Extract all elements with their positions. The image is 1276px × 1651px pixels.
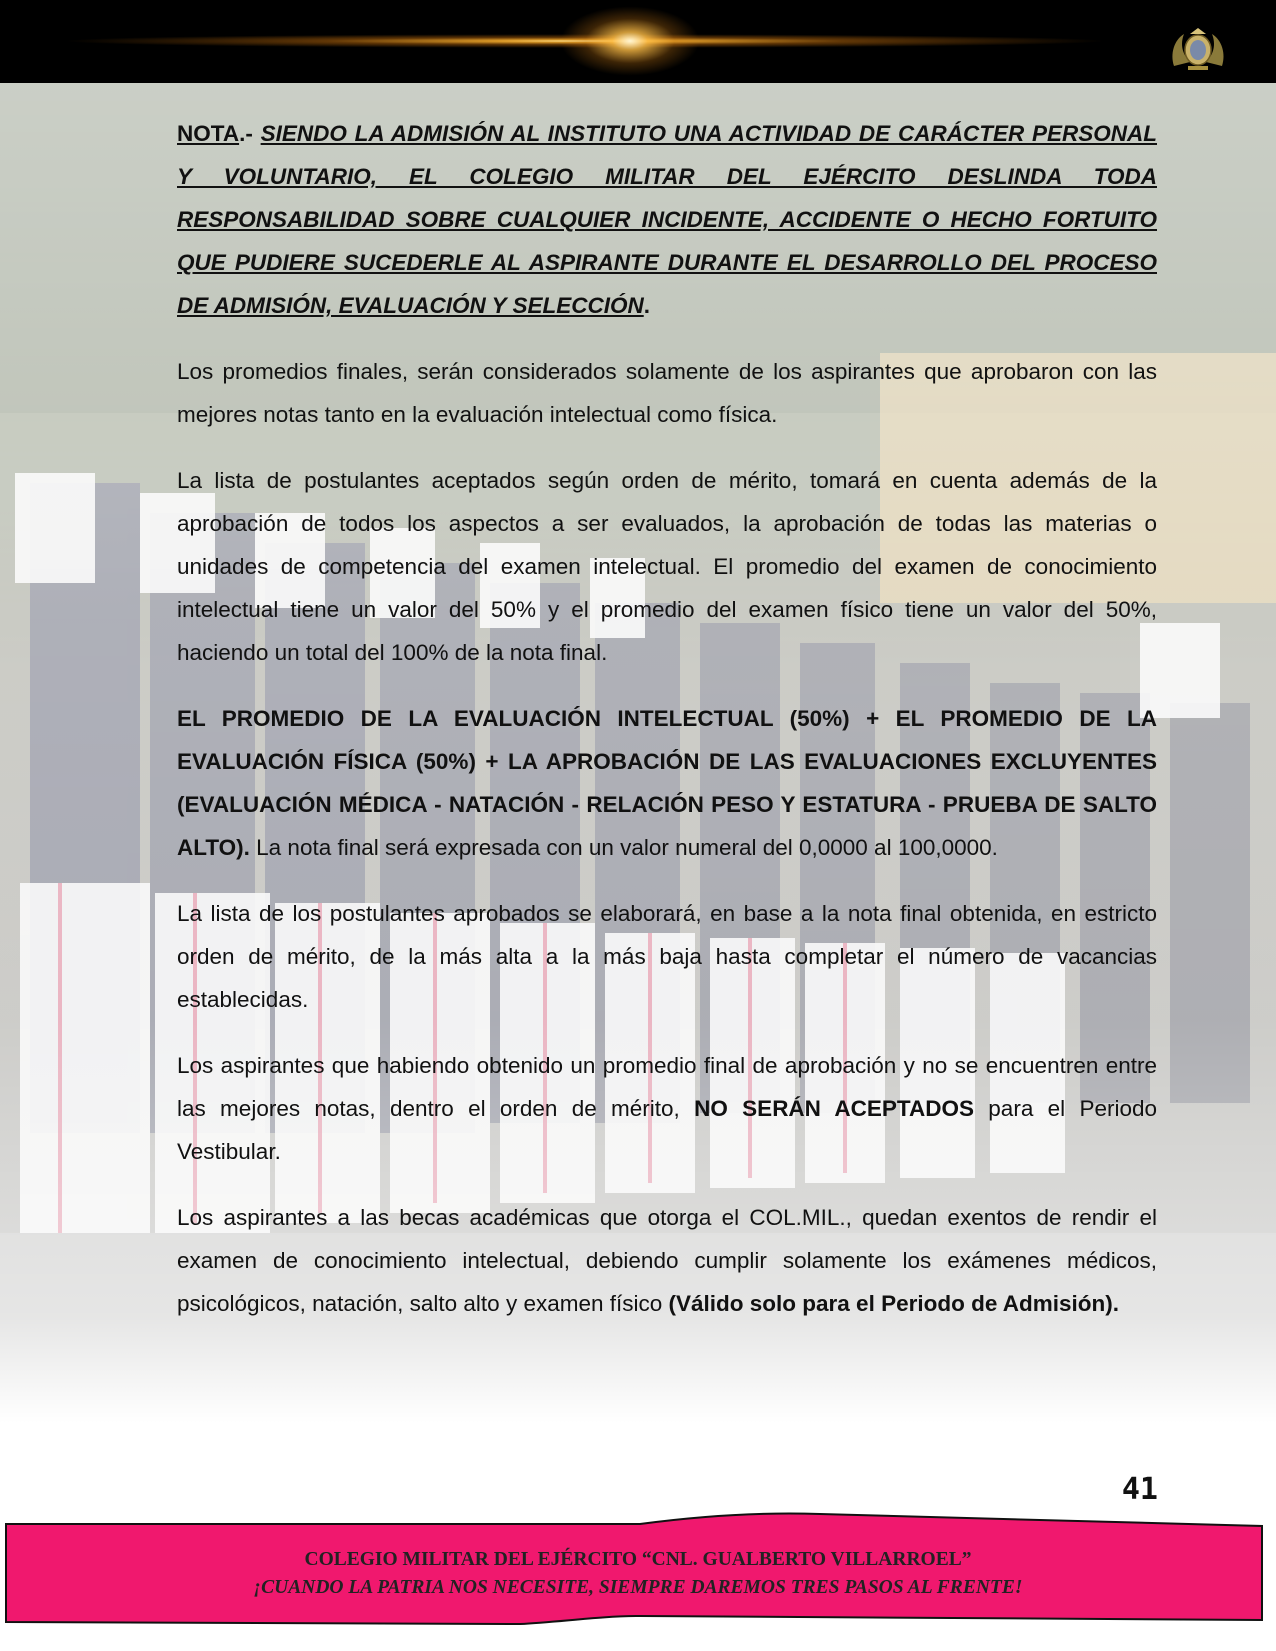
page-body: [177, 112, 1157, 1348]
footer-line-1: COLEGIO MILITAR DEL EJÉRCITO “CNL. GUALBERTO VILLARROEL”: [304, 1549, 972, 1570]
nota-paragraph: [177, 112, 1157, 327]
paragraph-formula-nota: [177, 697, 1157, 869]
paragraph-lista-aprobados: La lista de los postulantes aprobados se elaborará, en base a la nota final obtenida, en estricto orden de mérito, de la más alta a la más baja hasta completar el número de vacancias establecidas.: [177, 901, 1157, 1012]
no-aceptados-end: para el Periodo Vestibular.: [177, 1096, 1157, 1164]
nota-text: SIENDO LA ADMISIÓN AL INSTITUTO UNA ACTIVIDAD DE CARÁCTER PERSONAL Y VOLUNTARIO, EL COLEGIO MILITAR DEL EJÉRCITO DESLINDA TODA RESPONSABILIDAD SOBRE CUALQUIER INCIDENTE, ACCIDENTE O HECHO FORTUITO QUE PUDIERE SUCEDERLE AL ASPIRANTE DURANTE EL DESARROLLO DEL PROCESO DE ADMISIÓN, EVALUACIÓN Y SELECCIÓN: [177, 121, 1157, 318]
top-header-bar: [0, 0, 1276, 83]
footer-line-2: ¡CUANDO LA PATRIA NOS NECESITE, SIEMPRE DAREMOS TRES PASOS AL FRENTE!: [253, 1577, 1023, 1598]
formula-bold: EL PROMEDIO DE LA EVALUACIÓN INTELECTUAL (50%) + EL PROMEDIO DE LA EVALUACIÓN FÍSICA (50%) + LA APROBACIÓN DE LAS EVALUACIONES EXCLUYENTES (EVALUACIÓN MÉDICA - NATACIÓN - RELACIÓN PESO Y ESTATURA - PRUEBA DE SALTO ALTO).: [177, 706, 1157, 860]
becas-bold: (Válido solo para el Periodo de Admisión).: [668, 1291, 1119, 1316]
header-light-flare: [560, 6, 700, 76]
nota-end: .: [643, 293, 650, 318]
becas-start: Los aspirantes a las becas académicas que otorga el COL.MIL., quedan exentos de rendir el examen de conocimiento intelectual, debiendo cumplir solamente los exámenes médicos, psicológicos, natación, salto alto y examen físico: [177, 1205, 1157, 1316]
paragraph-becas: [177, 1196, 1157, 1325]
paragraph-lista-aceptados: La lista de postulantes aceptados según orden de mérito, tomará en cuenta además de la aprobación de todos los aspectos a ser evaluados, la aprobación de todas las materias o unidades de competencia del examen intelectual. El promedio del examen de conocimiento intelectual tiene un valor del 50% y el promedio del examen físico tiene un valor del 50%, haciendo un total del 100% de la nota final.: [177, 468, 1157, 665]
no-aceptados-start: Los aspirantes que habiendo obtenido un promedio final de aprobación y no se encuentren entre las mejores notas, dentro el orden de mérito,: [177, 1053, 1157, 1121]
nota-separator: .-: [239, 121, 261, 146]
formula-rest: La nota final será expresada con un valor numeral del 0,0000 al 100,0000.: [249, 835, 998, 860]
page-number: 41: [1121, 1472, 1158, 1507]
no-aceptados-bold: NO SERÁN ACEPTADOS: [694, 1096, 974, 1121]
paragraph-no-aceptados: [177, 1044, 1157, 1173]
paragraph-promedios-finales: Los promedios finales, serán considerados solamente de los aspirantes que aprobaron con las mejores notas tanto en la evaluación intelectual como física.: [177, 359, 1157, 427]
footer-banner: [0, 1512, 1276, 1632]
nota-label: NOTA: [177, 121, 240, 146]
military-crest-icon: [1168, 26, 1228, 74]
